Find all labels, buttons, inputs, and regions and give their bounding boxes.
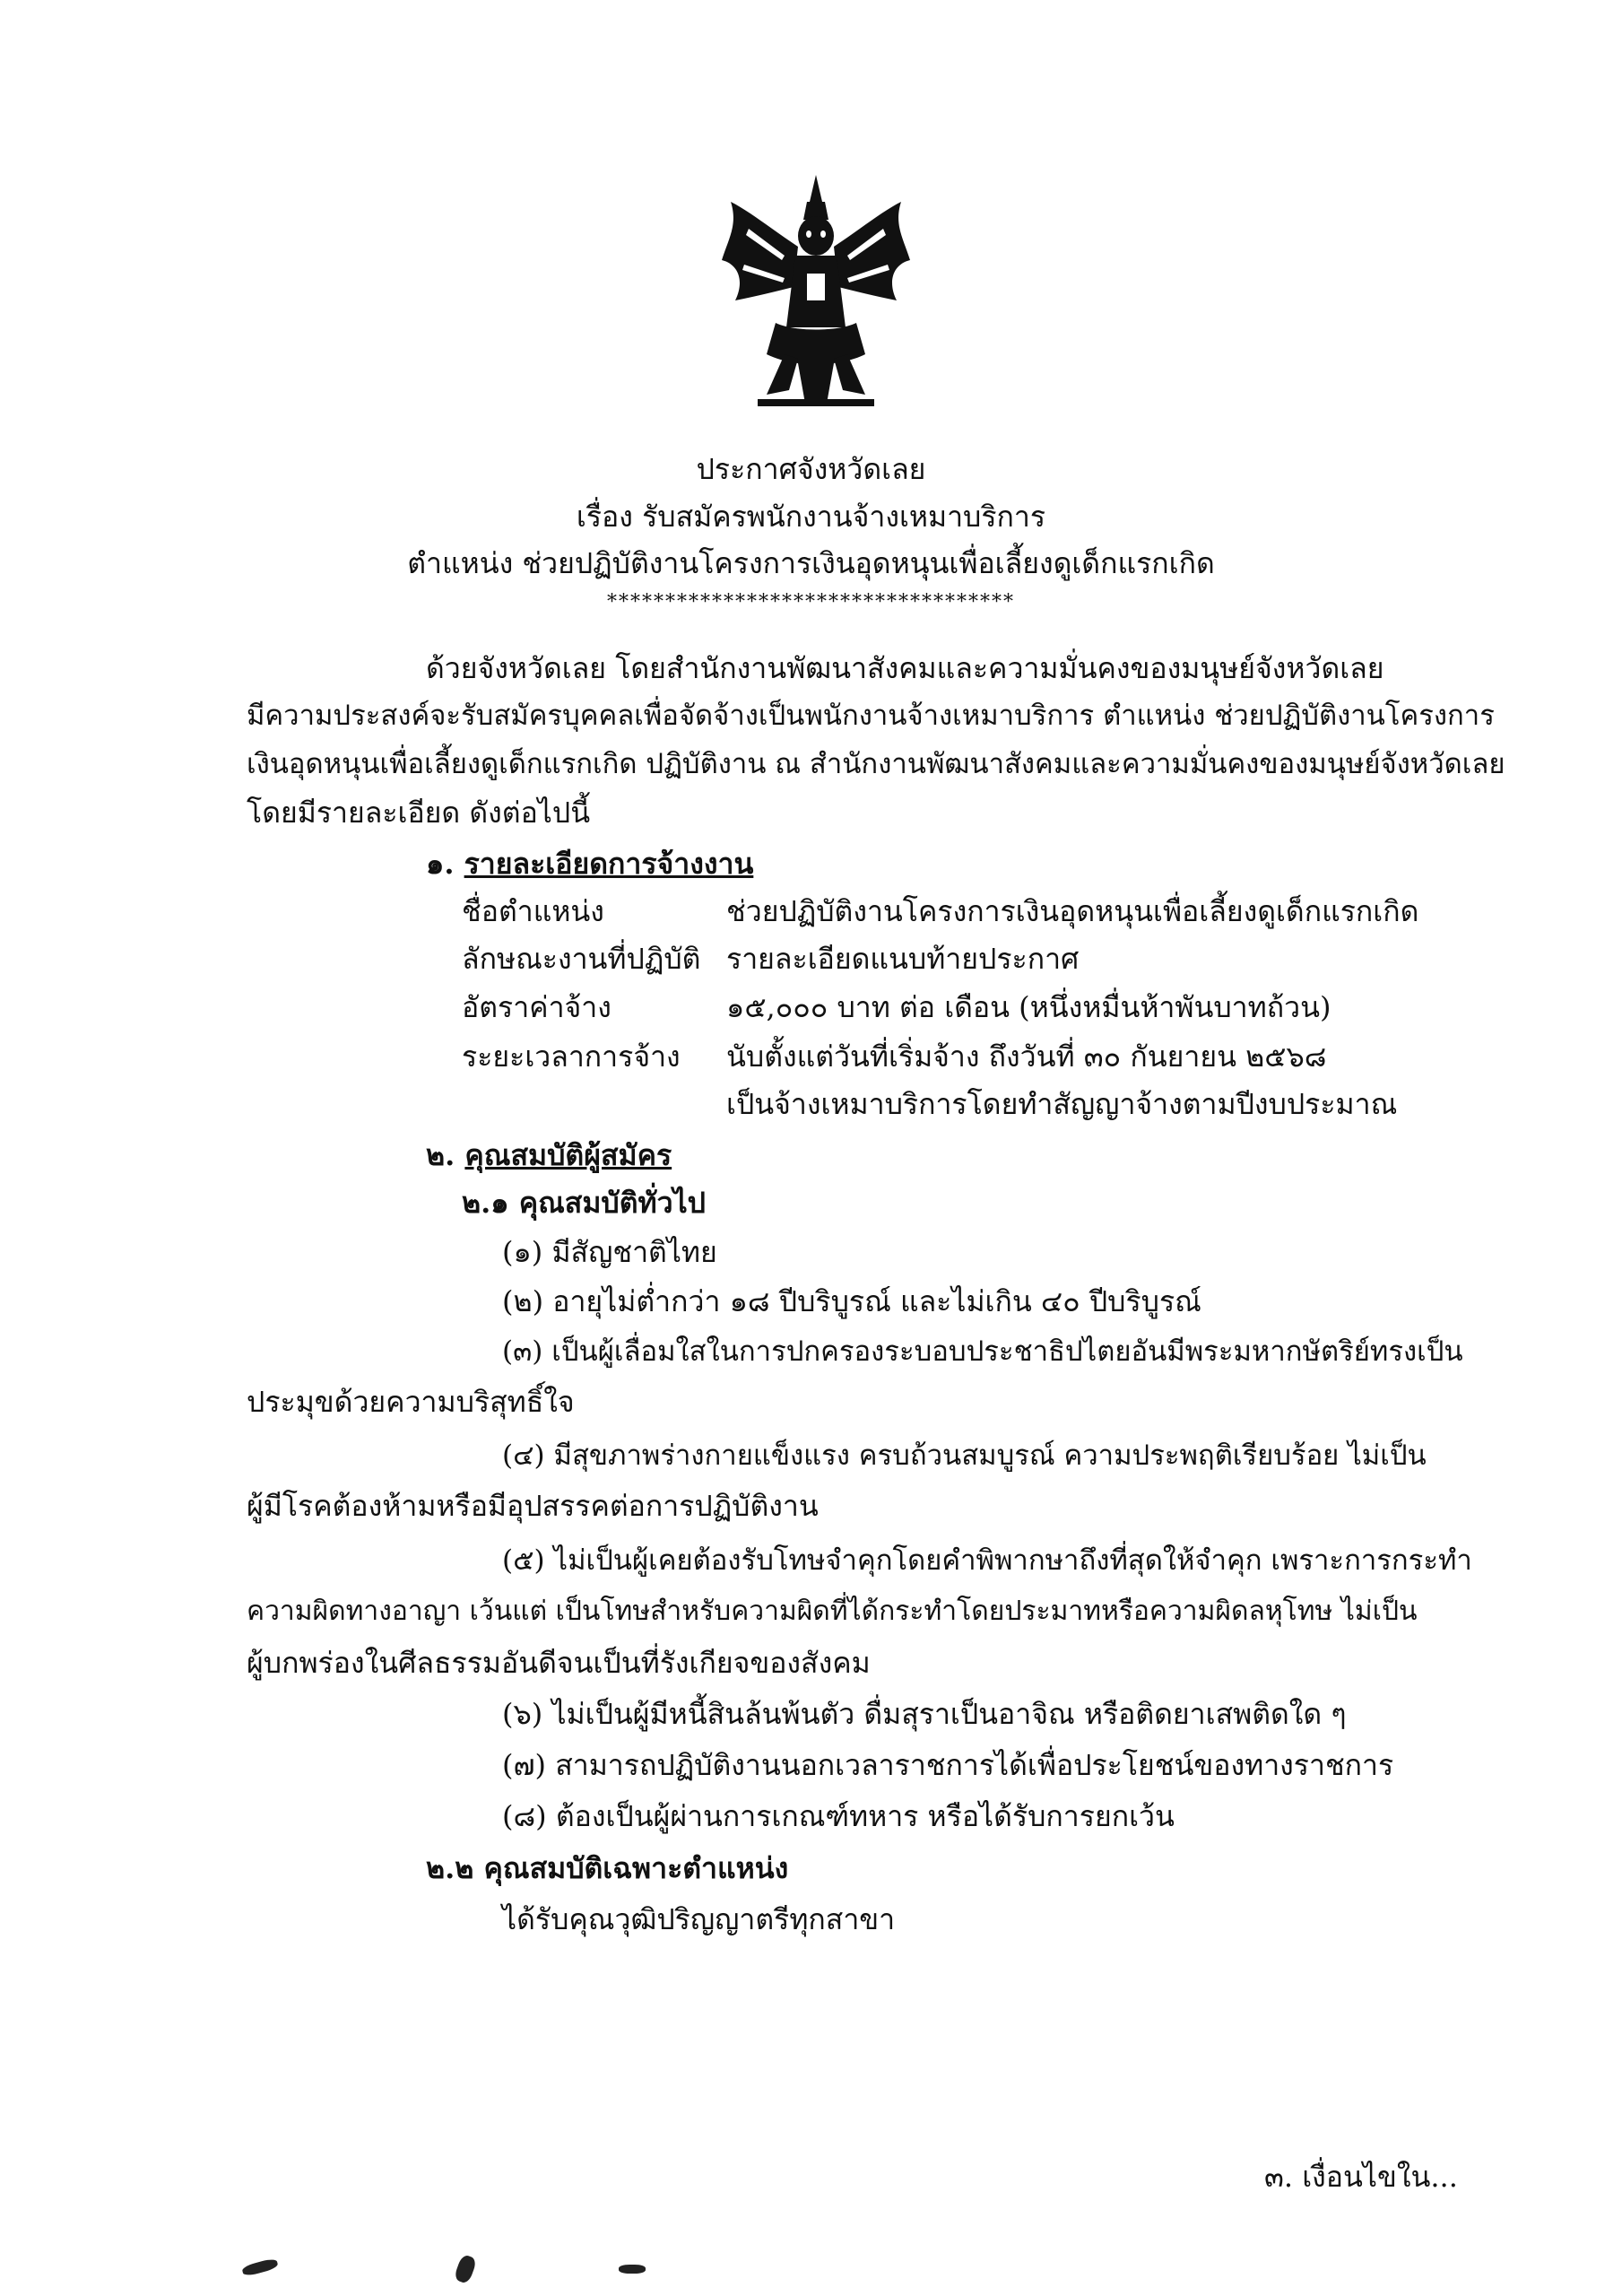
- qualification-item-5-cont-1: ความผิดทางอาญา เว้นแต่ เป็นโทษสำหรับความผิดที่ได้กระทำโดยประมาทหรือความผิดลหุโทษ ไม่เป็น: [247, 1596, 1418, 1627]
- subsection-2-1-title: ๒.๑ คุณสมบัติทั่วไป: [462, 1186, 706, 1220]
- announcement-title: ประกาศจังหวัดเลย: [696, 452, 926, 486]
- section-1-number: ๑.: [426, 847, 455, 881]
- qualification-item-4: (๔) มีสุขภาพร่างกายแข็งแรง ครบถ้วนสมบูรณ์ ความประพฤติเรียบร้อย ไม่เป็น: [502, 1439, 1427, 1472]
- detail-value-period: นับตั้งแต่วันที่เริ่มจ้าง ถึงวันที่ ๓๐ กันยายน ๒๕๖๘: [726, 1039, 1327, 1074]
- section-2-heading: [426, 1135, 672, 1176]
- announcement-subject: เรื่อง รับสมัครพนักงานจ้างเหมาบริการ: [576, 500, 1046, 534]
- intro-line-4: โดยมีรายละเอียด ดังต่อไปนี้: [247, 796, 591, 830]
- qualification-item-6: (๖) ไม่เป็นผู้มีหนี้สินล้นพ้นตัว ดื่มสุราเป็นอาจิณ หรือติดยาเสพติดใด ๆ: [502, 1697, 1347, 1731]
- qualification-item-3: (๓) เป็นผู้เลื่อมใสในการปกครองระบอบประชาธิปไตยอันมีพระมหากษัตริย์ทรงเป็น: [502, 1335, 1463, 1368]
- intro-line-3: เงินอุดหนุนเพื่อเลี้ยงดูเด็กแรกเกิด ปฏิบัติงาน ณ สำนักงานพัฒนาสังคมและความมั่นคงของมนุษย์จังหวัดเลย: [247, 748, 1505, 780]
- section-1-title: รายละเอียดการจ้างงาน: [464, 847, 754, 881]
- section-2-title: คุณสมบัติผู้สมัคร: [464, 1138, 672, 1172]
- announcement-position: ตำแหน่ง ช่วยปฏิบัติงานโครงการเงินอุดหนุนเพื่อเลี้ยงดูเด็กแรกเกิด: [407, 546, 1215, 580]
- scan-mark: [453, 2254, 477, 2284]
- subsection-2-2-title: ๒.๒ คุณสมบัติเฉพาะตำแหน่ง: [426, 1851, 789, 1885]
- star-divider: ***********************************: [607, 591, 1015, 613]
- detail-value-position: ช่วยปฏิบัติงานโครงการเงินอุดหนุนเพื่อเลี้ยงดูเด็กแรกเกิด: [726, 894, 1419, 928]
- qualification-item-5: (๕) ไม่เป็นผู้เคยต้องรับโทษจำคุกโดยคำพิพากษาถึงที่สุดให้จำคุก เพราะการกระทำ: [502, 1544, 1472, 1577]
- detail-value-duties: รายละเอียดแนบท้ายประกาศ: [726, 942, 1080, 976]
- qualification-item-1: (๑) มีสัญชาติไทย: [502, 1235, 717, 1269]
- detail-label-position: ชื่อตำแหน่ง: [462, 894, 604, 928]
- intro-line-1: ด้วยจังหวัดเลย โดยสำนักงานพัฒนาสังคมและความมั่นคงของมนุษย์จังหวัดเลย: [426, 651, 1384, 685]
- detail-label-wage: อัตราค่าจ้าง: [462, 990, 612, 1024]
- scan-mark: [619, 2265, 646, 2274]
- qualification-item-4-cont: ผู้มีโรคต้องห้ามหรือมีอุปสรรคต่อการปฏิบัติงาน: [247, 1489, 819, 1523]
- subsection-2-2-text: ได้รับคุณวุฒิปริญญาตรีทุกสาขา: [502, 1902, 896, 1936]
- section-1-heading: [426, 843, 753, 884]
- qualification-item-2: (๒) อายุไม่ต่ำกว่า ๑๘ ปีบริบูรณ์ และไม่เกิน ๔๐ ปีบริบูรณ์: [502, 1284, 1201, 1318]
- qualification-item-5-cont-2: ผู้บกพร่องในศีลธรรมอันดีจนเป็นที่รังเกียจของสังคม: [247, 1646, 871, 1680]
- detail-value-period-extra: เป็นจ้างเหมาบริการโดยทำสัญญาจ้างตามปีงบประมาณ: [726, 1087, 1398, 1121]
- detail-label-period: ระยะเวลาการจ้าง: [462, 1039, 681, 1074]
- section-2-number: ๒.: [426, 1138, 455, 1172]
- detail-label-duties: ลักษณะงานที่ปฏิบัติ: [462, 942, 701, 976]
- scan-mark: [241, 2257, 279, 2277]
- page-continued-note: ๓. เงื่อนไขใน...: [1264, 2160, 1458, 2194]
- qualification-item-8: (๘) ต้องเป็นผู้ผ่านการเกณฑ์ทหาร หรือได้รับการยกเว้น: [502, 1799, 1175, 1833]
- intro-line-2: มีความประสงค์จะรับสมัครบุคคลเพื่อจัดจ้างเป็นพนักงานจ้างเหมาบริการ ตำแหน่ง ช่วยปฏิบัติงานโครงการ: [247, 700, 1495, 732]
- detail-value-wage: ๑๕,๐๐๐ บาท ต่อ เดือน (หนึ่งหมื่นห้าพันบาทถ้วน): [726, 990, 1331, 1024]
- garuda-emblem-icon: [722, 175, 910, 417]
- qualification-item-7: (๗) สามารถปฏิบัติงานนอกเวลาราชการได้เพื่อประโยชน์ของทางราชการ: [502, 1748, 1394, 1782]
- qualification-item-3-cont: ประมุขด้วยความบริสุทธิ์ใจ: [247, 1385, 575, 1419]
